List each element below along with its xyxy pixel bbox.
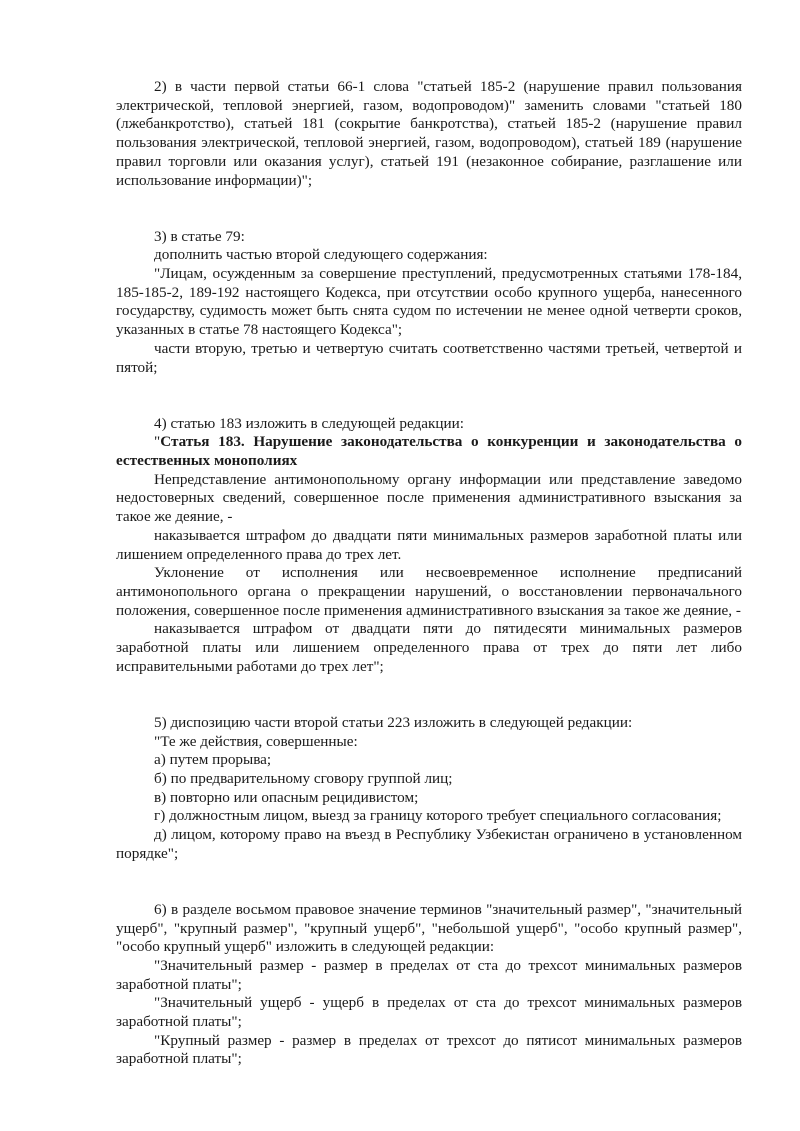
item-3-quote: "Лицам, осужденным за совершение преступлений, предусмотренных статьями 178-184, 185-185-2, 189-192 настоящего Кодекса, при отсутствии особо крупного ущерба, нанесенного государству, судимость может быть снята судом по истечении не менее одной четверти сроков, указанных в статье 78 настоящего Кодекса"; bbox=[116, 265, 742, 339]
spacer bbox=[116, 190, 742, 209]
item-5-point-d: г) должностным лицом, выезд за границу которого требует специального согласования; bbox=[154, 807, 722, 825]
item-2-paragraph: 2) в части первой статьи 66-1 слова "статьей 185-2 (нарушение правил пользования электрической, тепловой энергией, газом, водопроводом)" заменить словами "статьей 180 (лжебанкротство), статьей 181 (сокрытие банкротства), статьей 185-2 (нарушение правил пользования электрической, тепловой энергией, газом, водопроводом), статьей 189 (нарушение правил торговли или оказания услуг), статьей 191 (незаконное собирание, разглашение или использование информации)"; bbox=[116, 78, 742, 189]
item-3-intro: дополнить частью второй следующего содержания: bbox=[154, 246, 488, 264]
item-5-heading: 5) диспозицию части второй статьи 223 изложить в следующей редакции: bbox=[154, 713, 633, 731]
item-5-point-c: в) повторно или опасным рецидивистом; bbox=[154, 788, 419, 806]
item-5-point-a: а) путем прорыва; bbox=[154, 751, 272, 769]
spacer bbox=[116, 377, 742, 396]
spacer bbox=[116, 209, 742, 228]
spacer bbox=[116, 882, 742, 901]
definition-large-size: "Крупный размер - размер в пределах от трехсот до пятисот минимальных размеров заработной платы"; bbox=[116, 1031, 742, 1068]
spacer bbox=[116, 695, 742, 714]
spacer bbox=[116, 863, 742, 882]
item-6-heading: 6) в разделе восьмом правовое значение терминов "значительный размер", "значительный ущерб", "крупный размер", "крупный ущерб", "небольшой ущерб", "особо крупный размер", "особо крупный ущерб" изложить в следующей редакции: bbox=[116, 900, 742, 956]
item-4-heading: 4) статью 183 изложить в следующей редакции: bbox=[154, 414, 464, 432]
item-3-heading: 3) в статье 79: bbox=[154, 227, 245, 245]
item-3-renumber: части вторую, третью и четвертую считать соответственно частями третьей, четвертой и пятой; bbox=[116, 339, 742, 376]
article-183-part-1: Непредставление антимонопольному органу информации или представление заведомо недостоверных сведений, совершенное после применения административного взыскания за такое же деяние, - bbox=[116, 470, 742, 526]
document-page bbox=[116, 78, 742, 1069]
article-183-sanction-2: наказывается штрафом от двадцати пяти до пятидесяти минимальных размеров заработной платы или лишением определенного права от трех до пяти лет либо исправительными работами до трех лет"; bbox=[116, 620, 742, 675]
article-183-part-2: Уклонение от исполнения или несвоевременное исполнение предписаний антимонопольного органа о прекращении нарушений, о восстановлении первоначального положения, совершенное после применения административного взыскания за такое же деяние, - bbox=[116, 564, 742, 619]
spacer bbox=[116, 396, 742, 415]
definition-significant-damage: "Значительный ущерб - ущерб в пределах от ста до трехсот минимальных размеров заработной платы"; bbox=[116, 994, 742, 1031]
article-title-text: Статья 183. Нарушение законодательства о конкуренции и законодательства о естественных монополиях bbox=[116, 433, 742, 469]
article-183-title bbox=[116, 433, 742, 470]
definition-significant-size: "Значительный размер - размер в пределах от ста до трехсот минимальных размеров заработной платы"; bbox=[116, 956, 742, 993]
item-5-point-b: б) по предварительному сговору группой лиц; bbox=[154, 769, 453, 787]
item-5-point-e: д) лицом, которому право на въезд в Республику Узбекистан ограничено в установленном порядке"; bbox=[116, 826, 742, 862]
spacer bbox=[116, 676, 742, 695]
item-5-intro: "Те же действия, совершенные: bbox=[154, 732, 358, 750]
article-183-sanction-1: наказывается штрафом до двадцати пяти минимальных размеров заработной платы или лишением определенного права до трех лет. bbox=[116, 526, 742, 563]
quote-mark: " bbox=[154, 433, 161, 451]
